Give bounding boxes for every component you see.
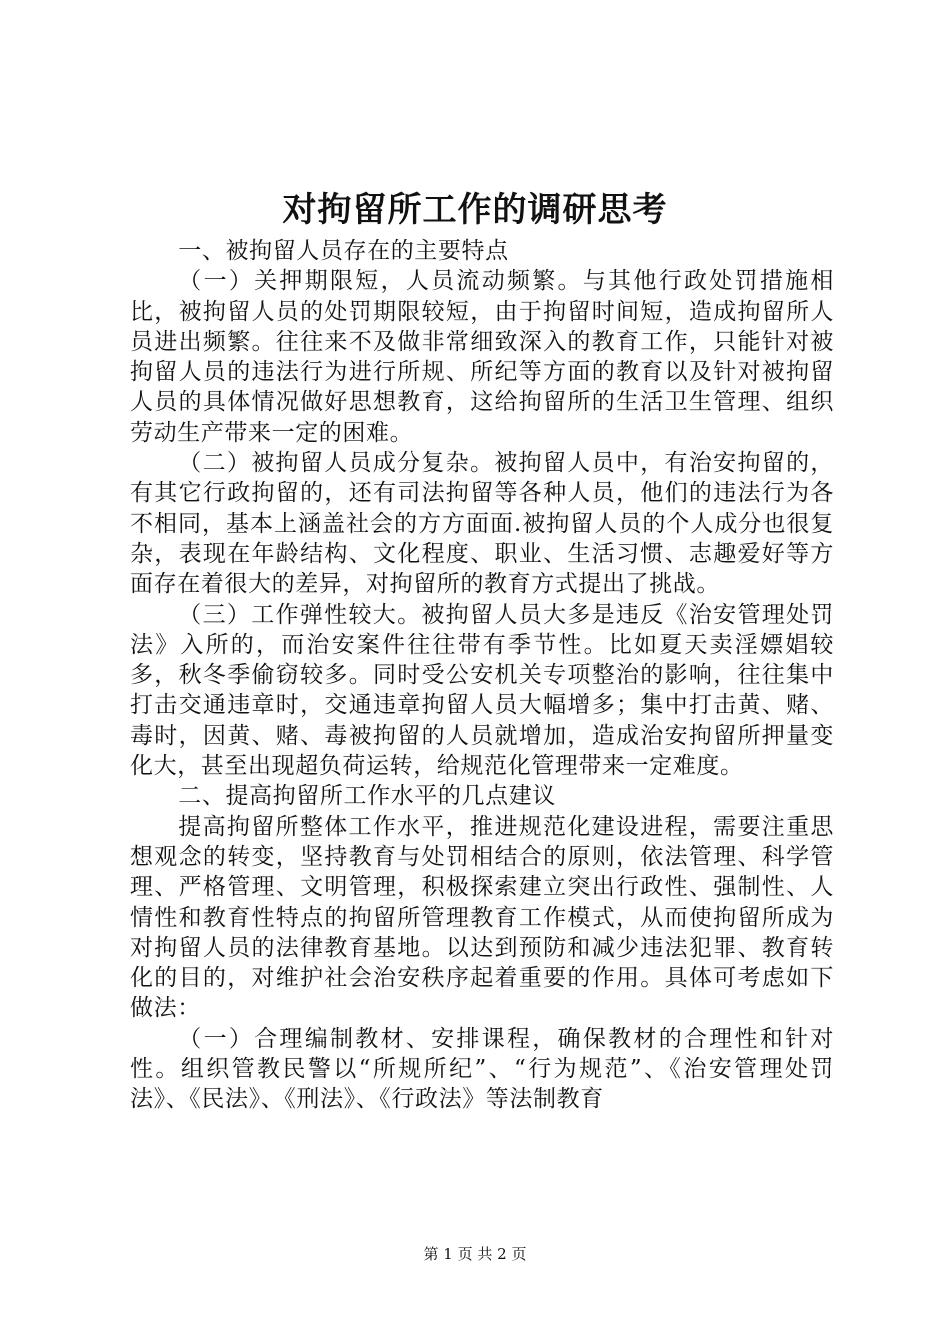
- paragraph: （一）关押期限短，人员流动频繁。与其他行政处罚措施相比，被拘留人员的处罚期限较短，由于拘留时间短，造成拘留所人员进出频繁。往往来不及做非常细致深入的教育工作，只能针对被拘留人员的违法行为进行所规、所纪等方面的教育以及针对被拘留人员的具体情况做好思想教育，这给拘留所的生活卫生管理、组织劳动生产带来一定的困难。: [130, 268, 834, 446]
- paragraph: （三）工作弹性较大。被拘留人员大多是违反《治安管理处罚法》入所的，而治安案件往往带有季节性。比如夏天卖淫嫖娼较多，秋冬季偷窃较多。同时受公安机关专项整治的影响，往往集中打击交通违章时，交通违章拘留人员大幅增多；集中打击黄、赌、毒时，因黄、赌、毒被拘留的人员就增加，造成治安拘留所押量变化大，甚至出现超负荷运转，给规范化管理带来一定难度。: [130, 601, 834, 780]
- section-heading-2: 二、提高拘留所工作水平的几点建议: [178, 783, 556, 810]
- section-heading-1: 一、被拘留人员存在的主要特点: [178, 238, 509, 264]
- document-title: 对拘留所工作的调研思考: [282, 190, 668, 230]
- paragraph: 提高拘留所整体工作水平，推进规范化建设进程，需要注重思想观念的转变，坚持教育与处罚相结合的原则，依法管理、科学管理、严格管理、文明管理，积极探索建立突出行政性、强制性、人情性和教育性特点的拘留所管理教育工作模式，从而使拘留所成为对拘留人员的法律教育基地。以达到预防和减少违法犯罪、教育转化的目的，对维护社会治安秩序起着重要的作用。具体可考虑如下做法：: [130, 813, 834, 1022]
- page-number: 第 1 页 共 2 页: [423, 1245, 527, 1263]
- paragraph: （一）合理编制教材、安排课程，确保教材的合理性和针对性。组织管教民警以“所规所纪”、“行为规范”、《治安管理处罚法》、《民法》、《刑法》、《行政法》等法制教育: [130, 1025, 834, 1113]
- document-body: [130, 236, 834, 1115]
- paragraph: （二）被拘留人员成分复杂。被拘留人员中，有治安拘留的，有其它行政拘留的，还有司法拘留等各种人员，他们的违法行为各不相同，基本上涵盖社会的方方面面.被拘留人员的个人成分也很复杂，表现在年龄结构、文化程度、职业、生活习惯、志趣爱好等方面存在着很大的差异，对拘留所的教育方式提出了挑战。: [130, 450, 834, 598]
